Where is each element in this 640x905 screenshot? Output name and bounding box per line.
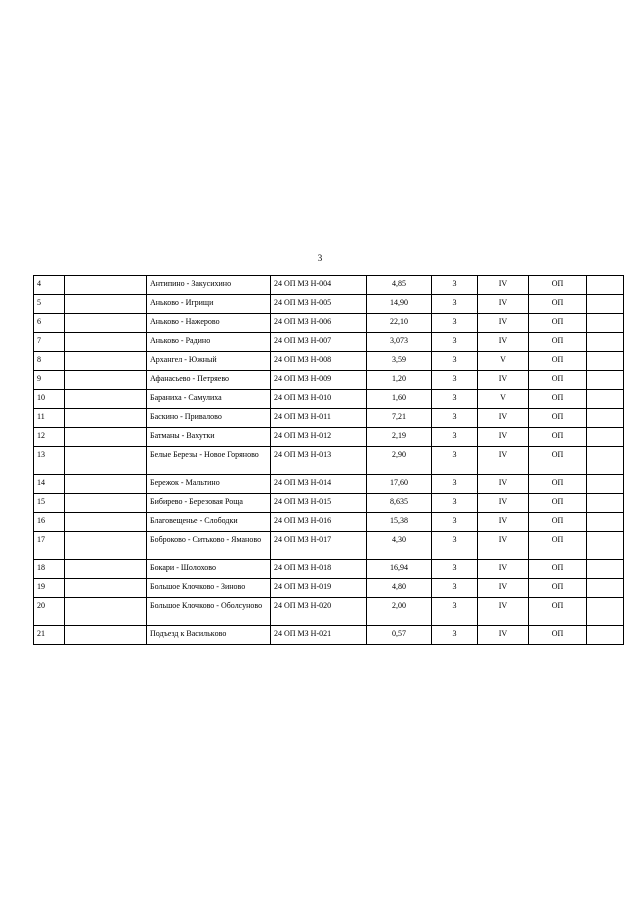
road-category: 3	[432, 475, 478, 494]
road-code: 24 ОП МЗ Н-009	[271, 371, 367, 390]
road-code: 24 ОП МЗ Н-013	[271, 447, 367, 475]
road-length: 4,85	[367, 276, 432, 295]
road-length: 1,20	[367, 371, 432, 390]
row-number: 16	[34, 513, 65, 532]
row-number: 18	[34, 560, 65, 579]
road-class: IV	[478, 598, 529, 626]
empty-cell	[587, 598, 624, 626]
road-name: Бараниха - Самулиха	[147, 390, 271, 409]
road-name: Подъезд к Василькoво	[147, 626, 271, 645]
row-number: 15	[34, 494, 65, 513]
road-class: IV	[478, 314, 529, 333]
road-class: V	[478, 352, 529, 371]
row-number: 7	[34, 333, 65, 352]
road-code: 24 ОП МЗ Н-008	[271, 352, 367, 371]
row-number: 13	[34, 447, 65, 475]
empty-cell	[587, 333, 624, 352]
road-class: IV	[478, 560, 529, 579]
row-number: 9	[34, 371, 65, 390]
road-category: 3	[432, 390, 478, 409]
row-number: 4	[34, 276, 65, 295]
road-length: 4,80	[367, 579, 432, 598]
page-number: 3	[317, 253, 323, 263]
road-category: 3	[432, 352, 478, 371]
table-row	[34, 371, 624, 390]
table-row	[34, 276, 624, 295]
road-type: ОП	[529, 295, 587, 314]
empty-cell	[587, 390, 624, 409]
road-name: Бережок - Мальтино	[147, 475, 271, 494]
empty-cell	[65, 352, 147, 371]
table-row	[34, 295, 624, 314]
road-category: 3	[432, 494, 478, 513]
row-number: 14	[34, 475, 65, 494]
table-row	[34, 409, 624, 428]
road-category: 3	[432, 428, 478, 447]
empty-cell	[587, 428, 624, 447]
road-category: 3	[432, 579, 478, 598]
table-row	[34, 560, 624, 579]
road-type: ОП	[529, 598, 587, 626]
road-name: Антипино - Закусихино	[147, 276, 271, 295]
road-code: 24 ОП МЗ Н-006	[271, 314, 367, 333]
row-number: 8	[34, 352, 65, 371]
empty-cell	[587, 276, 624, 295]
road-category: 3	[432, 295, 478, 314]
road-type: ОП	[529, 475, 587, 494]
table-row	[34, 532, 624, 560]
road-category: 3	[432, 314, 478, 333]
road-type: ОП	[529, 371, 587, 390]
empty-cell	[65, 295, 147, 314]
road-name: Белые Березы - Новое Горяново	[147, 447, 271, 475]
row-number: 6	[34, 314, 65, 333]
road-length: 0,57	[367, 626, 432, 645]
road-type: ОП	[529, 532, 587, 560]
empty-cell	[587, 532, 624, 560]
table-row	[34, 513, 624, 532]
road-name: Аньково - Радино	[147, 333, 271, 352]
road-name: Бокари - Шолохово	[147, 560, 271, 579]
road-length: 1,60	[367, 390, 432, 409]
empty-cell	[587, 295, 624, 314]
empty-cell	[65, 447, 147, 475]
empty-cell	[587, 352, 624, 371]
road-class: IV	[478, 494, 529, 513]
empty-cell	[587, 371, 624, 390]
table-row	[34, 447, 624, 475]
road-length: 16,94	[367, 560, 432, 579]
road-code: 24 ОП МЗ Н-021	[271, 626, 367, 645]
road-class: IV	[478, 276, 529, 295]
road-code: 24 ОП МЗ Н-004	[271, 276, 367, 295]
road-type: ОП	[529, 390, 587, 409]
empty-cell	[587, 494, 624, 513]
row-number: 21	[34, 626, 65, 645]
road-category: 3	[432, 333, 478, 352]
row-number: 20	[34, 598, 65, 626]
road-class: IV	[478, 532, 529, 560]
empty-cell	[587, 447, 624, 475]
road-class: IV	[478, 409, 529, 428]
road-category: 3	[432, 626, 478, 645]
table-row	[34, 390, 624, 409]
road-name: Архангел - Южный	[147, 352, 271, 371]
road-code: 24 ОП МЗ Н-007	[271, 333, 367, 352]
road-length: 2,19	[367, 428, 432, 447]
road-type: ОП	[529, 428, 587, 447]
road-length: 15,38	[367, 513, 432, 532]
road-length: 4,30	[367, 532, 432, 560]
road-length: 2,00	[367, 598, 432, 626]
empty-cell	[65, 579, 147, 598]
road-class: IV	[478, 295, 529, 314]
table-row	[34, 598, 624, 626]
table-row	[34, 352, 624, 371]
road-type: ОП	[529, 579, 587, 598]
table-row	[34, 579, 624, 598]
road-code: 24 ОП МЗ Н-014	[271, 475, 367, 494]
road-class: IV	[478, 428, 529, 447]
road-code: 24 ОП МЗ Н-012	[271, 428, 367, 447]
road-name: Баскино - Привалово	[147, 409, 271, 428]
road-type: ОП	[529, 626, 587, 645]
road-length: 22,10	[367, 314, 432, 333]
road-name: Бибирево - Березовая Роща	[147, 494, 271, 513]
road-category: 3	[432, 371, 478, 390]
empty-cell	[65, 532, 147, 560]
row-number: 11	[34, 409, 65, 428]
road-code: 24 ОП МЗ Н-011	[271, 409, 367, 428]
empty-cell	[587, 579, 624, 598]
road-name: Благовещенье - Слободки	[147, 513, 271, 532]
road-length: 3,073	[367, 333, 432, 352]
table-row	[34, 428, 624, 447]
empty-cell	[587, 560, 624, 579]
road-code: 24 ОП МЗ Н-020	[271, 598, 367, 626]
road-code: 24 ОП МЗ Н-019	[271, 579, 367, 598]
road-code: 24 ОП МЗ Н-017	[271, 532, 367, 560]
road-type: ОП	[529, 333, 587, 352]
empty-cell	[587, 475, 624, 494]
row-number: 10	[34, 390, 65, 409]
road-class: IV	[478, 626, 529, 645]
empty-cell	[65, 560, 147, 579]
empty-cell	[587, 409, 624, 428]
road-type: ОП	[529, 352, 587, 371]
road-category: 3	[432, 409, 478, 428]
row-number: 19	[34, 579, 65, 598]
empty-cell	[65, 494, 147, 513]
table-row	[34, 333, 624, 352]
road-type: ОП	[529, 494, 587, 513]
road-name: Аньково - Нажерово	[147, 314, 271, 333]
road-class: IV	[478, 333, 529, 352]
road-name: Афанасьево - Петряево	[147, 371, 271, 390]
table-row	[34, 494, 624, 513]
road-type: ОП	[529, 447, 587, 475]
road-type: ОП	[529, 513, 587, 532]
road-class: IV	[478, 371, 529, 390]
empty-cell	[65, 626, 147, 645]
road-length: 8,635	[367, 494, 432, 513]
road-length: 3,59	[367, 352, 432, 371]
road-code: 24 ОП МЗ Н-010	[271, 390, 367, 409]
road-name: Большое Клочково - Зиново	[147, 579, 271, 598]
empty-cell	[587, 513, 624, 532]
table-row	[34, 626, 624, 645]
empty-cell	[587, 626, 624, 645]
road-type: ОП	[529, 560, 587, 579]
road-code: 24 ОП МЗ Н-005	[271, 295, 367, 314]
empty-cell	[65, 598, 147, 626]
empty-cell	[587, 314, 624, 333]
road-category: 3	[432, 513, 478, 532]
road-name: Аньково - Игрищи	[147, 295, 271, 314]
road-length: 14,90	[367, 295, 432, 314]
empty-cell	[65, 409, 147, 428]
road-category: 3	[432, 598, 478, 626]
row-number: 17	[34, 532, 65, 560]
road-length: 2,90	[367, 447, 432, 475]
road-type: ОП	[529, 314, 587, 333]
empty-cell	[65, 428, 147, 447]
road-class: IV	[478, 579, 529, 598]
road-code: 24 ОП МЗ Н-018	[271, 560, 367, 579]
road-name: Батманы - Вахутки	[147, 428, 271, 447]
empty-cell	[65, 371, 147, 390]
road-type: ОП	[529, 276, 587, 295]
road-class: IV	[478, 447, 529, 475]
road-type: ОП	[529, 409, 587, 428]
road-class: V	[478, 390, 529, 409]
road-class: IV	[478, 513, 529, 532]
empty-cell	[65, 390, 147, 409]
empty-cell	[65, 475, 147, 494]
table-row	[34, 314, 624, 333]
road-category: 3	[432, 532, 478, 560]
empty-cell	[65, 276, 147, 295]
road-category: 3	[432, 276, 478, 295]
road-length: 17,60	[367, 475, 432, 494]
road-code: 24 ОП МЗ Н-016	[271, 513, 367, 532]
empty-cell	[65, 314, 147, 333]
road-class: IV	[478, 475, 529, 494]
road-category: 3	[432, 560, 478, 579]
empty-cell	[65, 513, 147, 532]
road-name: Большое Клочково - Оболсуново	[147, 598, 271, 626]
table-row	[34, 475, 624, 494]
row-number: 12	[34, 428, 65, 447]
road-category: 3	[432, 447, 478, 475]
road-name: Боброково - Ситьково - Ямановo	[147, 532, 271, 560]
row-number: 5	[34, 295, 65, 314]
road-length: 7,21	[367, 409, 432, 428]
road-code: 24 ОП МЗ Н-015	[271, 494, 367, 513]
roads-table	[33, 275, 624, 645]
empty-cell	[65, 333, 147, 352]
